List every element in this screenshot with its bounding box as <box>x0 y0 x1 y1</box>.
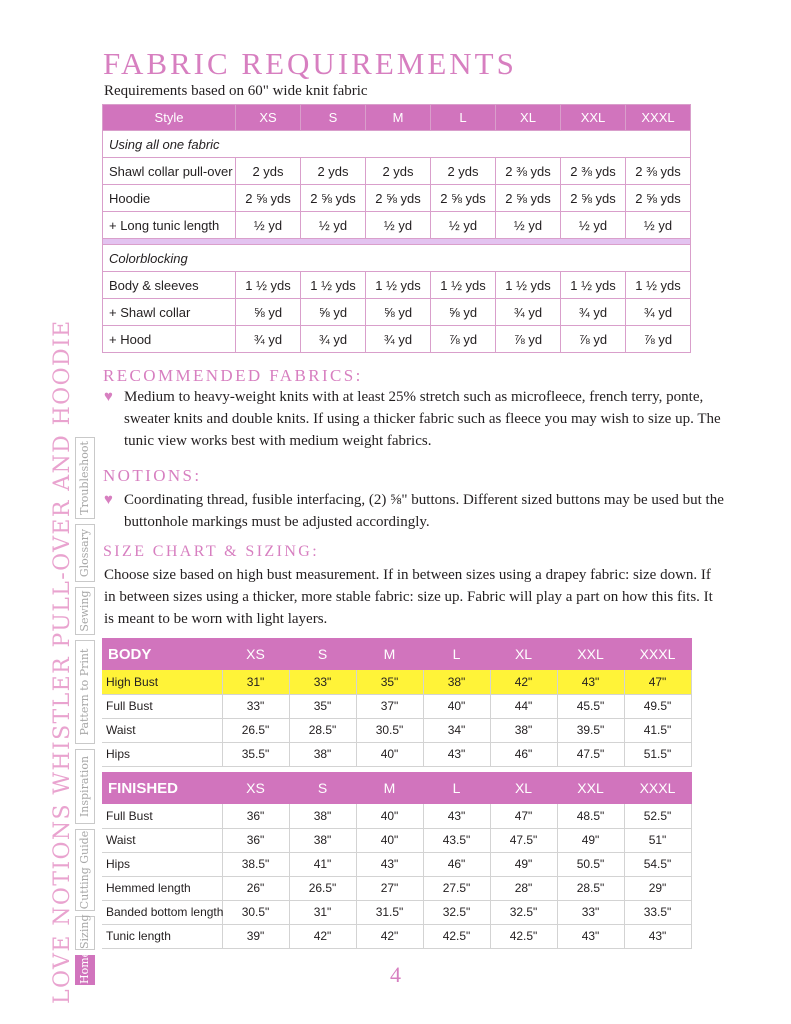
table-cell: 38" <box>289 742 356 766</box>
table-cell: 48.5" <box>557 804 624 828</box>
table-cell: 1 ½ yds <box>301 272 366 299</box>
table-cell: 33" <box>557 900 624 924</box>
table-cell: 51" <box>624 828 691 852</box>
table-row <box>102 694 691 718</box>
row-label: Hoodie <box>103 185 236 212</box>
table-cell: 30.5" <box>356 718 423 742</box>
table-cell: 32.5" <box>490 900 557 924</box>
table-cell: ¾ yd <box>236 326 301 353</box>
table-cell: 50.5" <box>557 852 624 876</box>
table-cell: 49" <box>490 852 557 876</box>
table-cell: ⅞ yd <box>561 326 626 353</box>
table-cell: ⅞ yd <box>496 326 561 353</box>
table-cell: 38.5" <box>222 852 289 876</box>
header-cell: L <box>431 105 496 131</box>
header-cell: XXL <box>557 638 624 670</box>
tab-home[interactable]: Home <box>75 955 95 985</box>
table-cell: 2 yds <box>366 158 431 185</box>
fabric-requirements-subtitle: Requirements based on 60" wide knit fabric <box>104 83 368 99</box>
table-cell: 37" <box>356 694 423 718</box>
table-cell: 43" <box>423 804 490 828</box>
table-cell: 38" <box>423 670 490 694</box>
table-row <box>103 326 691 353</box>
row-label: Hips <box>102 852 222 876</box>
table-cell: 1 ½ yds <box>431 272 496 299</box>
table-cell: 2 ⅜ yds <box>496 158 561 185</box>
table-cell: 43" <box>423 742 490 766</box>
row-label: Waist <box>102 718 222 742</box>
table-cell: 33" <box>222 694 289 718</box>
table-row <box>103 185 691 212</box>
header-cell: XS <box>222 772 289 804</box>
header-cell: S <box>289 772 356 804</box>
table-row <box>102 718 691 742</box>
header-cell: XXXL <box>624 638 691 670</box>
table-cell: 43" <box>557 670 624 694</box>
table-cell: 39" <box>222 924 289 948</box>
header-cell: XXL <box>557 772 624 804</box>
header-cell: BODY <box>102 638 222 670</box>
row-label: Body & sleeves <box>103 272 236 299</box>
table-cell: 31.5" <box>356 900 423 924</box>
header-cell: Style <box>103 105 236 131</box>
table-cell: ½ yd <box>496 212 561 239</box>
fabric-table-header <box>103 105 691 131</box>
header-cell: XXXL <box>624 772 691 804</box>
table-cell: 46" <box>490 742 557 766</box>
table-cell: 38" <box>289 828 356 852</box>
notions-text: Coordinating thread, fusible interfacing, (2) ⅝" buttons. Different sized buttons may be used but the buttonhole markings must be adjusted accordingly. <box>124 492 724 530</box>
tab-pattern-to-print[interactable]: Pattern to Print <box>75 640 95 744</box>
header-cell: XL <box>496 105 561 131</box>
table-cell: 28.5" <box>289 718 356 742</box>
table-cell: 36" <box>222 828 289 852</box>
table-cell: 2 yds <box>431 158 496 185</box>
table-cell: ⅝ yd <box>431 299 496 326</box>
table-cell: 33" <box>289 670 356 694</box>
table-cell: 2 ⅝ yds <box>431 185 496 212</box>
body-table-header <box>102 638 691 670</box>
table-row <box>102 900 691 924</box>
row-label: + Hood <box>103 326 236 353</box>
table-cell: 2 ⅜ yds <box>626 158 691 185</box>
row-label: Hips <box>102 742 222 766</box>
size-chart-heading: SIZE CHART & SIZING: <box>103 543 320 560</box>
row-label: Waist <box>102 828 222 852</box>
header-cell: XL <box>490 772 557 804</box>
table-row <box>103 212 691 239</box>
section-row <box>103 245 691 272</box>
table-cell: 40" <box>356 828 423 852</box>
header-cell: M <box>366 105 431 131</box>
table-cell: 42.5" <box>490 924 557 948</box>
table-cell: 2 ⅝ yds <box>301 185 366 212</box>
table-cell: 46" <box>423 852 490 876</box>
table-cell: 32.5" <box>423 900 490 924</box>
table-cell: 2 yds <box>301 158 366 185</box>
heart-icon: ♥ <box>104 492 113 508</box>
table-cell: ⅝ yd <box>301 299 366 326</box>
table-cell: 36" <box>222 804 289 828</box>
table-cell: 41" <box>289 852 356 876</box>
table-row <box>102 924 691 948</box>
size-chart-text: Choose size based on high bust measurement. If in between sizes using a drapey fabric: size down. If in between sizes using a thicker, more stable fabric: size up. Fabric will play a part on how this fits. It is meant to be worn with light layers. <box>104 567 713 627</box>
tab-glossary[interactable]: Glossary <box>75 524 95 582</box>
row-label: Banded bottom length <box>102 900 222 924</box>
notions-heading: NOTIONS: <box>103 466 202 485</box>
table-cell: 29" <box>624 876 691 900</box>
table-cell: 42.5" <box>423 924 490 948</box>
notions-bullet <box>104 489 744 533</box>
table-cell: 43.5" <box>423 828 490 852</box>
table-cell: 28" <box>490 876 557 900</box>
table-cell: ¾ yd <box>496 299 561 326</box>
header-cell: XXXL <box>626 105 691 131</box>
header-cell: XL <box>490 638 557 670</box>
header-cell: L <box>423 638 490 670</box>
table-cell: 47.5" <box>490 828 557 852</box>
table-cell: 30.5" <box>222 900 289 924</box>
section-label: Colorblocking <box>103 245 691 272</box>
header-cell: L <box>423 772 490 804</box>
table-cell: 2 ⅝ yds <box>561 185 626 212</box>
table-cell: 34" <box>423 718 490 742</box>
tab-troubleshoot[interactable]: Troubleshoot <box>75 437 95 519</box>
tab-cutting-guide[interactable]: Cutting Guide <box>75 829 95 911</box>
table-row <box>103 299 691 326</box>
header-cell: S <box>301 105 366 131</box>
table-cell: 2 ⅜ yds <box>561 158 626 185</box>
table-cell: 45.5" <box>557 694 624 718</box>
header-cell: XS <box>236 105 301 131</box>
table-cell: 40" <box>356 742 423 766</box>
table-cell: ½ yd <box>366 212 431 239</box>
table-cell: 54.5" <box>624 852 691 876</box>
header-cell: XXL <box>561 105 626 131</box>
header-cell: FINISHED <box>102 772 222 804</box>
table-cell: 41.5" <box>624 718 691 742</box>
table-cell: 1 ½ yds <box>366 272 431 299</box>
table-cell: 39.5" <box>557 718 624 742</box>
side-nav-tabs <box>75 437 95 985</box>
table-cell: 2 ⅝ yds <box>236 185 301 212</box>
table-cell: 44" <box>490 694 557 718</box>
table-cell: 43" <box>624 924 691 948</box>
table-cell: 38" <box>289 804 356 828</box>
tab-inspiration[interactable]: Inspiration <box>75 749 95 824</box>
table-cell: 26.5" <box>222 718 289 742</box>
table-cell: 42" <box>490 670 557 694</box>
page-number: 4 <box>390 962 401 987</box>
table-cell: 2 ⅝ yds <box>366 185 431 212</box>
table-row <box>103 272 691 299</box>
table-cell: 43" <box>557 924 624 948</box>
table-cell: 47" <box>490 804 557 828</box>
row-label: Full Bust <box>102 694 222 718</box>
table-row-highlighted <box>102 670 691 694</box>
row-label: Full Bust <box>102 804 222 828</box>
table-cell: ¾ yd <box>366 326 431 353</box>
table-cell: ½ yd <box>561 212 626 239</box>
table-cell: 35" <box>356 670 423 694</box>
table-cell: 40" <box>356 804 423 828</box>
table-cell: ½ yd <box>301 212 366 239</box>
table-cell: 52.5" <box>624 804 691 828</box>
fabric-requirements-table <box>102 104 691 353</box>
table-cell: 2 yds <box>236 158 301 185</box>
table-row <box>102 742 691 766</box>
recommended-fabrics-text: Medium to heavy-weight knits with at least 25% stretch such as microfleece, french terry, ponte, sweater knits and double knits. If using a thicker fabric such as fleece you may wish to size up. The tunic view works best with medium weight fabrics. <box>124 389 721 449</box>
table-cell: ⅝ yd <box>366 299 431 326</box>
tab-sewing[interactable]: Sewing <box>75 587 95 635</box>
table-row <box>102 828 691 852</box>
table-cell: 35.5" <box>222 742 289 766</box>
row-label: + Long tunic length <box>103 212 236 239</box>
document-title-vertical: LOVE NOTIONS WHISTLER PULL-OVER AND HOODIE <box>50 319 75 1004</box>
recommended-fabrics-heading: RECOMMENDED FABRICS: <box>103 366 363 385</box>
table-cell: 27.5" <box>423 876 490 900</box>
table-cell: 28.5" <box>557 876 624 900</box>
section-label: Using all one fabric <box>103 131 691 158</box>
tab-sizing[interactable]: Sizing <box>75 916 95 950</box>
table-cell: ⅞ yd <box>431 326 496 353</box>
header-cell: M <box>356 772 423 804</box>
table-cell: 1 ½ yds <box>496 272 561 299</box>
table-cell: 49.5" <box>624 694 691 718</box>
table-cell: ¾ yd <box>301 326 366 353</box>
table-cell: 31" <box>222 670 289 694</box>
table-cell: 47" <box>624 670 691 694</box>
table-cell: 51.5" <box>624 742 691 766</box>
table-cell: ½ yd <box>626 212 691 239</box>
table-cell: ¾ yd <box>561 299 626 326</box>
table-row <box>102 804 691 828</box>
finished-table-header <box>102 772 691 804</box>
header-cell: XS <box>222 638 289 670</box>
header-cell: M <box>356 638 423 670</box>
table-cell: 40" <box>423 694 490 718</box>
row-label: + Shawl collar <box>103 299 236 326</box>
table-cell: 49" <box>557 828 624 852</box>
table-row <box>102 876 691 900</box>
table-cell: 33.5" <box>624 900 691 924</box>
row-label: Shawl collar pull-over <box>103 158 236 185</box>
table-cell: 2 ⅝ yds <box>626 185 691 212</box>
recommended-fabrics-bullet <box>104 386 744 452</box>
finished-size-table <box>102 772 692 949</box>
table-cell: 42" <box>356 924 423 948</box>
table-cell: 47.5" <box>557 742 624 766</box>
table-cell: ½ yd <box>236 212 301 239</box>
table-cell: 1 ½ yds <box>236 272 301 299</box>
table-cell: 2 ⅝ yds <box>496 185 561 212</box>
table-cell: ½ yd <box>431 212 496 239</box>
table-cell: 1 ½ yds <box>561 272 626 299</box>
table-row <box>102 852 691 876</box>
table-cell: 26.5" <box>289 876 356 900</box>
table-cell: 35" <box>289 694 356 718</box>
table-cell: ¾ yd <box>626 299 691 326</box>
row-label: High Bust <box>102 670 222 694</box>
table-cell: 1 ½ yds <box>626 272 691 299</box>
table-cell: 38" <box>490 718 557 742</box>
table-cell: ⅞ yd <box>626 326 691 353</box>
table-cell: 43" <box>356 852 423 876</box>
row-label: Hemmed length <box>102 876 222 900</box>
table-cell: 42" <box>289 924 356 948</box>
table-row <box>103 158 691 185</box>
fabric-requirements-heading: FABRIC REQUIREMENTS <box>103 46 517 81</box>
section-row <box>103 131 691 158</box>
side-panel <box>0 0 90 1024</box>
body-size-table <box>102 638 692 767</box>
table-cell: ⅝ yd <box>236 299 301 326</box>
row-label: Tunic length <box>102 924 222 948</box>
table-cell: 27" <box>356 876 423 900</box>
table-cell: 31" <box>289 900 356 924</box>
heart-icon: ♥ <box>104 389 113 405</box>
table-cell: 26" <box>222 876 289 900</box>
header-cell: S <box>289 638 356 670</box>
